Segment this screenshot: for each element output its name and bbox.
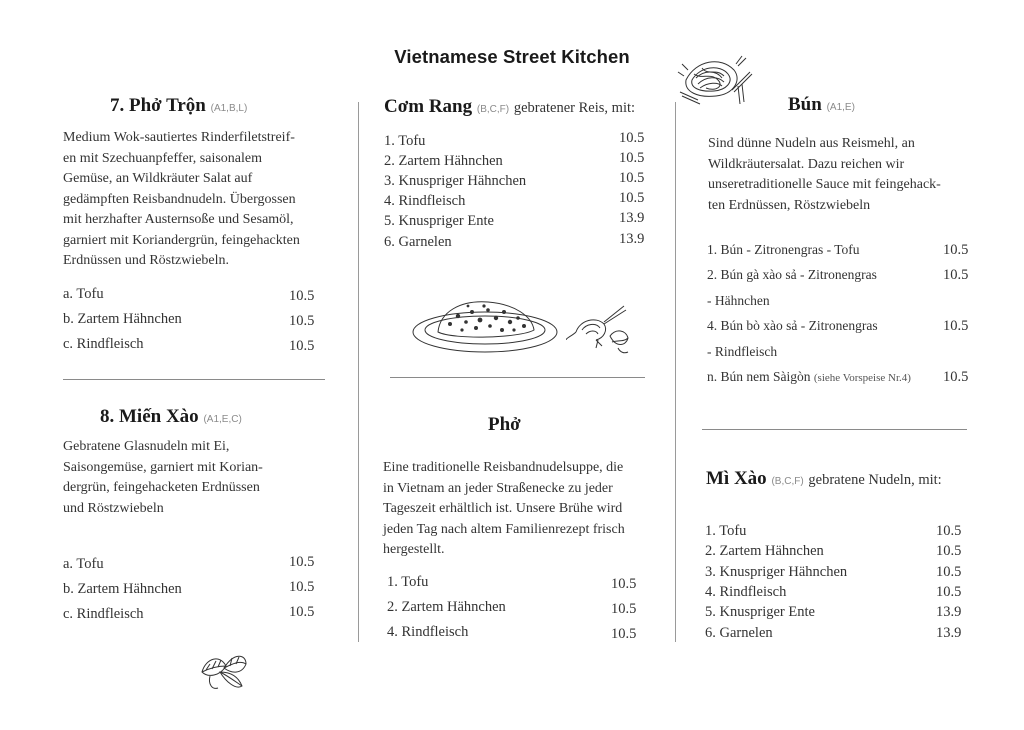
- desc-line: hergestellt.: [383, 542, 445, 557]
- desc-line: Wildkräutersalat. Dazu reichen wir: [708, 156, 905, 172]
- menu-item-price: 13.9: [936, 604, 962, 620]
- menu-item-name: 3. Knuspriger Hähnchen: [705, 564, 848, 580]
- menu-item-name: 4. Rindfleisch: [705, 584, 787, 600]
- desc-line: Sind dünne Nudeln aus Reismehl, an: [708, 136, 915, 151]
- desc-line: Gemüse, an Wildkräuter Salat auf: [63, 171, 253, 186]
- menu-item-name: 6. Garnelen: [705, 625, 773, 641]
- menu-item-note: (siehe Vorspeise Nr.4): [813, 372, 911, 384]
- menu-item-name: 2. Bún gà xào sả - Zitronengras: [707, 267, 877, 282]
- menu-item-name: 1. Bún - Zitronengras - Tofu: [707, 242, 860, 257]
- com-rang-allergens: (B,C,F): [476, 104, 510, 115]
- pho-tron-description: [63, 128, 300, 272]
- section-title-mi-xao: [706, 468, 942, 490]
- menu-item-price: 10.5: [936, 564, 962, 580]
- section-title-com-rang: [384, 96, 635, 118]
- menu-item-price: 10.5: [619, 190, 645, 206]
- menu-item-name: c. Rindfleisch: [63, 336, 144, 352]
- menu-item-price: 10.5: [289, 604, 315, 620]
- desc-line: en mit Szechuanpfeffer, saisonalem: [63, 150, 262, 166]
- section-divider: [63, 379, 325, 380]
- page-title: Vietnamese Street Kitchen: [394, 46, 630, 67]
- desc-line: ten Erdnüssen, Röstzwiebeln: [708, 197, 871, 213]
- bun-description: [708, 134, 941, 216]
- desc-line: Tageszeit erhältlich ist. Unsere Brühe wird: [383, 501, 623, 516]
- desc-line: unseretraditionelle Sauce mit feingehack-: [708, 177, 941, 192]
- menu-item-name: a. Tofu: [63, 556, 104, 572]
- menu-item-name: - Hähnchen: [707, 293, 770, 308]
- menu-item-price: 10.5: [936, 543, 962, 559]
- desc-line: Gebratene Glasnudeln mit Ei,: [63, 439, 230, 454]
- menu-item-name: 6. Garnelen: [384, 234, 452, 250]
- menu-item-price: 10.5: [936, 584, 962, 600]
- bun-nem-saigon-label: n. Bún nem Sàigòn: [707, 369, 811, 384]
- menu-item-name: 2. Zartem Hähnchen: [387, 599, 506, 615]
- menu-item-price: 10.5: [289, 579, 315, 595]
- menu-item-price: 10.5: [619, 130, 645, 146]
- desc-line: Erdnüssen und Röstzwiebeln.: [63, 253, 230, 268]
- desc-line: jeden Tag nach altem Familienrezept frisch: [383, 521, 625, 537]
- menu-item-name: 3. Knuspriger Hähnchen: [384, 173, 527, 189]
- menu-item-price: 10.5: [619, 170, 645, 186]
- column-divider-right: [675, 102, 676, 642]
- pho-title: Phở: [488, 414, 521, 435]
- menu-item-name: 4. Bún bò xào sả - Zitronengras: [707, 318, 878, 333]
- menu-item-name: 1. Tofu: [384, 133, 426, 149]
- menu-item-price: 13.9: [936, 625, 962, 641]
- menu-item-price: 10.5: [611, 626, 637, 642]
- pho-description: [383, 458, 625, 561]
- menu-item-price: 10.5: [611, 576, 637, 592]
- section-divider: [702, 429, 967, 430]
- menu-item-name: - Rindfleisch: [707, 344, 778, 359]
- menu-item-price: 10.5: [936, 523, 962, 539]
- menu-item-price: 10.5: [289, 338, 315, 354]
- menu-item-name: 1. Tofu: [387, 574, 429, 590]
- basil-leaf-icon: [196, 646, 250, 694]
- menu-item-name: c. Rindfleisch: [63, 606, 144, 622]
- noodle-bowl-icon: [676, 50, 756, 108]
- desc-line: mit herzhafter Austernsoße und Sesamöl,: [63, 212, 294, 227]
- bun-title: Bún: [788, 94, 822, 115]
- menu-item-name: 4. Rindfleisch: [384, 193, 466, 209]
- menu-item-price: 10.5: [289, 288, 315, 304]
- menu-item-price: 10.5: [943, 267, 969, 283]
- desc-line: und Röstzwiebeln: [63, 500, 164, 516]
- menu-item-price: 10.5: [943, 369, 969, 385]
- mi-xao-title: Mì Xào: [706, 468, 767, 489]
- section-title-mien-xao: [100, 406, 242, 428]
- menu-item-name: a. Tofu: [63, 286, 104, 302]
- menu-item-price: 13.9: [619, 231, 645, 247]
- pho-tron-allergens: (A1,B,L): [210, 103, 248, 114]
- mi-xao-subtitle: gebratene Nudeln, mit:: [808, 472, 942, 488]
- menu-item-name: [707, 369, 911, 385]
- menu-item-price: 13.9: [619, 210, 645, 226]
- com-rang-subtitle: gebratener Reis, mit:: [513, 100, 636, 116]
- menu-item-name: 5. Knuspriger Ente: [384, 213, 494, 229]
- menu-item-name: 4. Rindfleisch: [387, 624, 469, 640]
- menu-item-price: 10.5: [943, 318, 969, 334]
- column-divider-left: [358, 102, 359, 642]
- mien-xao-description: [63, 437, 263, 519]
- bun-allergens: (A1,E): [826, 102, 855, 113]
- desc-line: Eine traditionelle Reisbandnudelsuppe, die: [383, 460, 624, 475]
- menu-item-price: 10.5: [611, 601, 637, 617]
- menu-item-name: b. Zartem Hähnchen: [63, 311, 182, 327]
- menu-item-name: 2. Zartem Hähnchen: [705, 543, 824, 559]
- com-rang-title: Cơm Rang: [384, 96, 473, 117]
- menu-item-name: b. Zartem Hähnchen: [63, 581, 182, 597]
- section-divider: [390, 377, 645, 378]
- menu-item-price: 10.5: [943, 242, 969, 258]
- menu-item-name: 5. Knuspriger Ente: [705, 604, 815, 620]
- mien-xao-allergens: (A1,E,C): [203, 414, 242, 425]
- fried-rice-plate-icon: [410, 292, 560, 356]
- menu-item-price: 10.5: [619, 150, 645, 166]
- mi-xao-allergens: (B,C,F): [771, 476, 804, 487]
- desc-line: garniert mit Koriandergrün, feingehackten: [63, 232, 300, 248]
- mien-xao-title: 8. Miến Xào: [100, 406, 199, 427]
- desc-line: Saisongemüse, garniert mit Korian-: [63, 459, 263, 475]
- section-title-bun: [788, 94, 855, 116]
- menu-item-price: 10.5: [289, 313, 315, 329]
- desc-line: dergrün, feingehacketen Erdnüssen: [63, 480, 260, 495]
- menu-item-price: 10.5: [289, 554, 315, 570]
- desc-line: gedämpften Reisbandnudeln. Übergossen: [63, 191, 296, 207]
- section-title-pho: [488, 414, 521, 436]
- shrimp-icon: [566, 302, 634, 356]
- desc-line: Medium Wok-sautiertes Rinderfiletstreif-: [63, 130, 295, 145]
- section-title-pho-tron: [110, 95, 247, 117]
- menu-item-name: 2. Zartem Hähnchen: [384, 153, 503, 169]
- desc-line: in Vietnam an jeder Straßenecke zu jeder: [383, 480, 613, 496]
- menu-item-name: 1. Tofu: [705, 523, 747, 539]
- pho-tron-title: 7. Phở Trộn: [110, 95, 206, 116]
